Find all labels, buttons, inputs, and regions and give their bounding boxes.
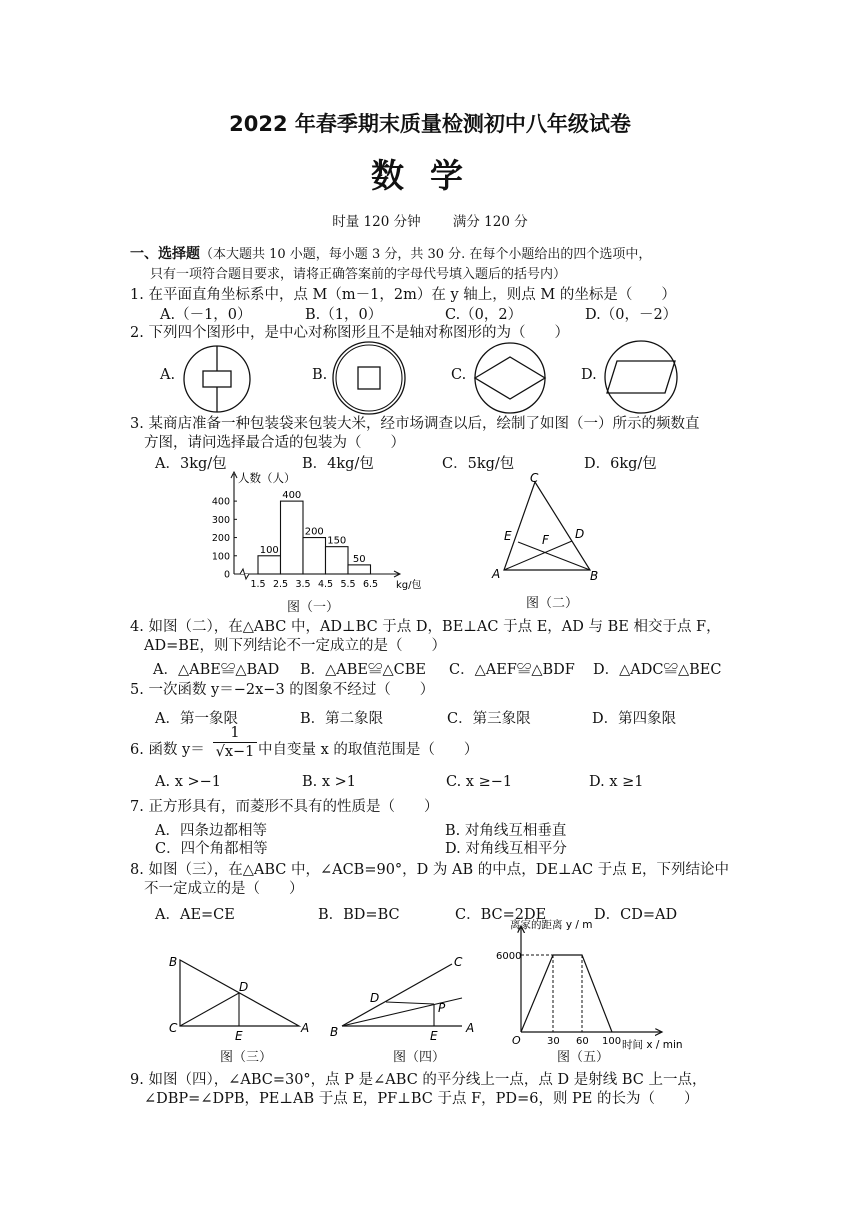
q3-option-c: C．5kg/包: [442, 456, 515, 472]
fig2-label-e: E: [504, 529, 512, 543]
histogram-xlabel: kg/包: [396, 580, 422, 591]
histogram-data-label: 100: [259, 544, 279, 556]
q2-option-b: B.: [312, 367, 328, 383]
histogram-y-tick-label: 0: [223, 569, 230, 581]
fig5-x-tick-100: 100: [602, 1036, 622, 1047]
q1-option-a: A.（－1，0）: [160, 307, 252, 323]
q2-option-d: D.: [581, 367, 597, 383]
q3-option-b: B．4kg/包: [302, 456, 374, 472]
q2-option-c: C.: [451, 367, 467, 383]
fig5-y-tick: 6000: [496, 951, 522, 962]
q5-option-a: A．第一象限: [155, 711, 238, 727]
figure-2-triangle: [486, 471, 606, 589]
q6-denominator: √x−1: [215, 744, 255, 760]
q2-stem: 2. 下列四个图形中，是中心对称图形且不是轴对称图形的为（ ）: [130, 325, 569, 341]
fig3-label-a: A: [301, 1021, 310, 1035]
q8-option-d: D．CD=AD: [594, 907, 678, 923]
q8-option-c: C．BC=2DE: [455, 907, 547, 923]
q6-fraction: [213, 725, 257, 760]
q5-option-b: B．第二象限: [300, 711, 384, 727]
q3-line-2: 方图，请问选择最合适的包装为（ ）: [144, 435, 405, 451]
fig2-label-a: A: [492, 567, 501, 581]
q3-option-d: D．6kg/包: [584, 456, 657, 472]
fig3-label-b: B: [169, 955, 178, 969]
exam-info: [0, 210, 860, 230]
fig2-label-c: C: [530, 471, 539, 485]
histogram-x-tick-label: 2.5: [272, 579, 289, 590]
histogram-x-tick-label: 6.5: [362, 579, 379, 590]
histogram-bar: [348, 565, 371, 574]
histogram-data-label: 50: [352, 553, 366, 565]
q6-option-c: C. x ≥−1: [446, 774, 513, 790]
fig2-label-f: F: [542, 533, 549, 547]
fig3-label-c: C: [169, 1021, 178, 1035]
exam-score: 满分 120 分: [452, 214, 528, 230]
histogram-ylabel: 人数（人）: [238, 471, 296, 485]
histogram-y-tick-label: 200: [211, 533, 230, 545]
histogram-x-tick-label: 1.5: [250, 579, 266, 590]
fig4-label-c: C: [454, 955, 463, 969]
q2-figure-c: [473, 341, 547, 415]
fig2-label-b: B: [590, 569, 599, 583]
section-label: 一、选择题: [130, 246, 200, 262]
q3-line-1: 3. 某商店准备一种包装袋来包装大米，经市场调查以后，绘制了如图（一）所示的频数直: [130, 416, 700, 432]
q6-option-b: B. x >1: [302, 774, 357, 790]
q7-option-b: B. 对角线互相垂直: [445, 823, 567, 839]
fig5-x-tick-60: 60: [576, 1036, 589, 1047]
q5-option-d: D．第四象限: [592, 711, 677, 727]
q1-option-d: D.（0，－2）: [585, 307, 678, 323]
histogram-x-tick-label: 5.5: [340, 579, 356, 590]
exam-time: 时量 120 分钟: [332, 214, 421, 230]
q4-option-a: A．△ABE≌△BAD: [153, 662, 280, 678]
q7-stem: 7. 正方形具有，而菱形不具有的性质是（ ）: [130, 799, 439, 815]
histogram-bar: [258, 556, 281, 574]
q4-option-b: B．△ABE≌△CBE: [300, 662, 427, 678]
q6-stem-pre: 6. 函数 y＝: [130, 742, 205, 758]
q2-figure-d: [603, 339, 679, 415]
q2-option-a: A.: [160, 367, 176, 383]
exam-title: 2022 年春季期末质量检测初中八年级试卷: [229, 112, 631, 136]
q4-line-2: AD=BE，则下列结论不一定成立的是（ ）: [144, 638, 446, 654]
fig5-origin: O: [512, 1034, 521, 1047]
histogram-bar: [281, 501, 304, 574]
histogram-axis-break: [240, 569, 249, 579]
figure-4-angle: [328, 952, 488, 1042]
fig4-label-d: D: [370, 991, 380, 1005]
q7-option-a: A．四条边都相等: [155, 823, 267, 839]
q5-option-c: C．第三象限: [447, 711, 531, 727]
figure-1-caption: 图（一）: [287, 600, 340, 615]
q6-numerator: 1: [213, 725, 257, 743]
fig2-label-d: D: [575, 527, 585, 541]
q6-stem-post: 中自变量 x 的取值范围是（ ）: [258, 742, 479, 758]
q1-stem: 1. 在平面直角坐标系中，点 M（m－1，2m）在 y 轴上，则点 M 的坐标是（ ）: [130, 287, 676, 303]
fig4-label-p: P: [438, 1001, 446, 1015]
histogram-data-label: 200: [304, 526, 324, 538]
q9-line-1: 9. 如图（四），∠ABC=30°，点 P 是∠ABC 的平分线上一点，点 D 是射线 BC 上一点，: [130, 1072, 707, 1088]
q9-line-2: ∠DBP=∠DPB，PE⊥AB 于点 E，PF⊥BC 于点 F，PD=6，则 PE 的长为（ ）: [144, 1091, 699, 1107]
q7-option-d: D. 对角线互相平分: [445, 841, 567, 857]
fig3-label-d: D: [239, 980, 249, 994]
figure-4-caption: 图（四）: [393, 1050, 446, 1065]
histogram-data-label: 400: [282, 490, 302, 502]
fig5-ylabel: 离家的距离 y / m: [510, 919, 593, 931]
histogram-y-tick-label: 300: [211, 514, 230, 526]
q8-line-1: 8. 如图（三），在△ABC 中，∠ACB=90°，D 为 AB 的中点，DE⊥AC 于点 E，下列结论中: [130, 862, 729, 878]
q4-option-d: D．△ADC≌△BEC: [593, 662, 722, 678]
q8-option-a: A．AE=CE: [155, 907, 235, 923]
histogram-bar: [326, 547, 349, 574]
figure-5-caption: 图（五）: [557, 1050, 610, 1065]
histogram-x-tick-label: 3.5: [295, 579, 311, 590]
histogram-figure-1: [200, 470, 430, 610]
figure-3-caption: 图（三）: [220, 1050, 273, 1065]
fig5-xlabel: 时间 x / min: [622, 1039, 683, 1051]
q8-option-b: B．BD=BC: [318, 907, 400, 923]
section-heading: [130, 243, 651, 263]
section-note-1: （本大题共 10 小题，每小题 3 分，共 30 分. 在每个小题给出的四个选项中，: [200, 247, 652, 262]
q4-line-1: 4. 如图（二），在△ABC 中，AD⊥BC 于点 D，BE⊥AC 于点 E，AD 与 BE 相交于点 F，: [130, 619, 721, 635]
q8-line-2: 不一定成立的是（ ）: [144, 881, 304, 897]
histogram-y-tick-label: 100: [211, 551, 230, 563]
fig3-label-e: E: [235, 1029, 243, 1043]
q2-figure-b: [331, 340, 407, 416]
histogram-bar: [303, 538, 326, 574]
fig5-x-tick-30: 30: [547, 1036, 560, 1047]
histogram-x-tick-label: 4.5: [317, 579, 334, 590]
subject-title: 数学: [371, 156, 489, 195]
fig4-label-a: A: [466, 1021, 475, 1035]
q6-option-d: D. x ≥1: [589, 774, 644, 790]
q1-option-c: C.（0，2）: [445, 307, 523, 323]
figure-3-right-triangle: [165, 952, 315, 1042]
fig4-label-b: B: [330, 1025, 339, 1039]
q1-option-b: B.（1，0）: [305, 307, 383, 323]
histogram-data-label: 150: [327, 535, 347, 547]
figure-2-caption: 图（二）: [526, 596, 579, 611]
fig4-label-e: E: [430, 1029, 438, 1043]
q2-figure-a: [181, 343, 253, 415]
q6-option-a: A. x >−1: [155, 774, 222, 790]
q5-stem: 5. 一次函数 y＝−2x−3 的图象不经过（ ）: [130, 682, 435, 698]
q4-option-c: C．△AEF≌△BDF: [449, 662, 575, 678]
figure-5-graph: [490, 918, 700, 1058]
histogram-y-tick-label: 400: [211, 496, 230, 508]
q3-option-a: A．3kg/包: [155, 456, 227, 472]
section-note-2: 只有一项符合题目要求，请将正确答案前的字母代号填入题后的括号内）: [150, 267, 567, 282]
q7-option-c: C．四个角都相等: [155, 841, 268, 857]
